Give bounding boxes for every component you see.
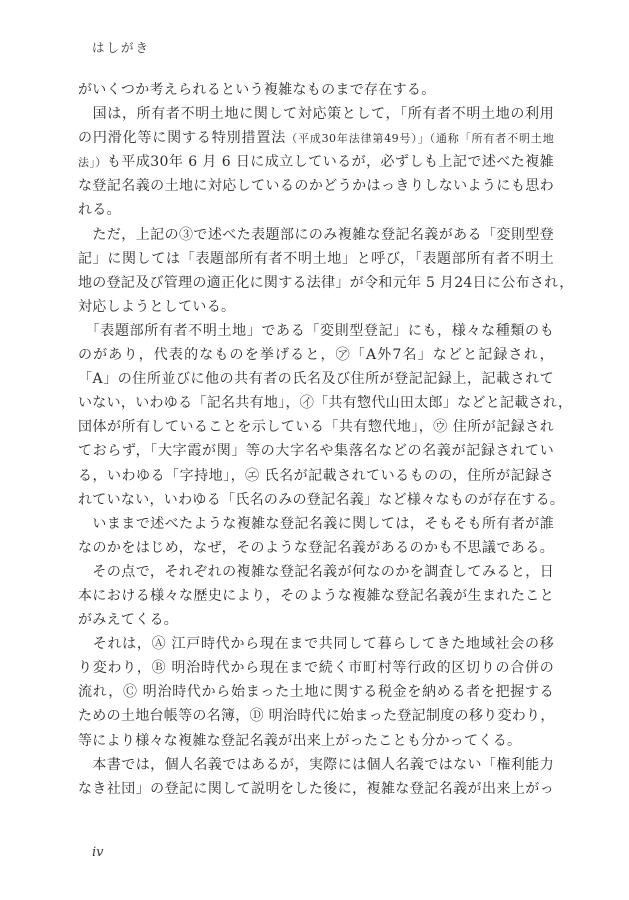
text-line — [78, 271, 574, 295]
text-segment: な登記名義の土地に対応しているのかどうかはっきりしないようにも思わ — [78, 178, 554, 195]
text-segment: 「表題部所有者不明土地」である「変則型登記」にも，様々な種類のも — [78, 322, 554, 339]
text-segment: がみえてくる。 — [78, 612, 179, 629]
text-line — [78, 150, 554, 174]
text-line — [78, 656, 554, 680]
text-line — [78, 78, 554, 102]
text-segment: 記」に関しては「表題部所有者不明土地」と呼び，「表題部所有者不明土 — [78, 250, 554, 267]
text-segment: り変わり，Ⓑ 明治時代から現在まで続く市町村等行政的区切りの合併の — [78, 660, 554, 677]
text-line — [78, 295, 554, 319]
text-line — [78, 680, 554, 704]
text-line — [78, 608, 554, 632]
text-line — [78, 753, 554, 777]
text-segment: 本における様々な歴史により，そのような複雑な登記名義が生まれたこと — [78, 587, 554, 604]
text-segment: 地の登記及び管理の適正化に関する法律」が令和元年 5 月24日に公布され， — [78, 274, 574, 291]
page-number: iv — [92, 845, 104, 860]
text-segment: それは，Ⓐ 江戸時代から現在まで共同して暮らしてきた地域社会の移 — [78, 636, 554, 653]
text-segment: れていない，いわゆる「氏名のみの登記名義」など様々なものが存在する。 — [78, 491, 565, 508]
text-line — [78, 126, 554, 150]
text-line — [78, 343, 554, 367]
text-segment: いままで述べたような複雑な登記名義に関しては，そもそも所有者が誰 — [78, 515, 554, 532]
text-segment: のがあり，代表的なものを挙げると，㋐「A外7名」などと記録され， — [78, 347, 554, 364]
text-segment-small: 法」） — [78, 156, 107, 170]
text-segment: れる。 — [78, 202, 121, 219]
text-segment: も平成30年 6 月 6 日に成立しているが，必ずしも上記で述べた複雑 — [106, 154, 554, 171]
text-segment: いない，いわゆる「記名共有地」，㋑「共有惣代山田太郎」などと記載され， — [78, 395, 573, 412]
text-line — [78, 367, 554, 391]
text-line — [78, 319, 554, 343]
text-segment: 等により様々な複雑な登記名義が出来上がったことも分かってくる。 — [78, 732, 522, 749]
text-segment: 「A」の住所並びに他の共有者の氏名及び住所が登記記録上，記載されて — [78, 371, 554, 388]
text-segment: 国は，所有者不明土地に関して対応策として，「所有者不明土地の利用 — [78, 106, 554, 123]
text-line — [78, 247, 554, 271]
text-segment: ための土地台帳等の名簿，Ⓓ 明治時代に始まった登記制度の移り変わり， — [78, 708, 555, 725]
text-segment: 流れ，Ⓒ 明治時代から始まった土地に関する税金を納める者を把握する — [78, 684, 554, 701]
text-line — [78, 777, 554, 801]
text-segment: がいくつか考えられるという複雑なものまで存在する。 — [78, 82, 436, 98]
text-line — [78, 391, 573, 415]
text-line — [78, 464, 554, 488]
body-text — [78, 78, 574, 801]
text-segment: 対応しようとしている。 — [78, 298, 236, 315]
text-segment: の円滑化等に関する特別措置法 — [78, 130, 287, 147]
text-segment-small: （平成30年法律第49号）」（通称「所有者不明土地 — [286, 132, 554, 146]
running-head: はしがき — [92, 40, 151, 55]
text-line — [78, 415, 554, 439]
text-line — [78, 488, 565, 512]
text-line — [78, 560, 554, 584]
text-segment: る，いわゆる「字持地」，㋓ 氏名が記載されているものの，住所が記録さ — [78, 467, 554, 484]
text-line — [78, 729, 554, 753]
text-line — [78, 584, 554, 608]
text-segment: その点で，それぞれの複雑な登記名義が何なのかを調査してみると，日 — [78, 563, 554, 580]
text-segment: なき社団」の登記に関して説明をした後に，複雑な登記名義が出来上がっ — [78, 780, 554, 797]
text-line — [78, 102, 554, 126]
text-line — [78, 704, 554, 728]
text-segment: 本書では，個人名義ではあるが，実際には個人名義ではない「権利能力 — [78, 756, 554, 773]
text-line — [78, 174, 554, 198]
text-line — [78, 536, 554, 560]
text-line — [78, 223, 554, 247]
text-line — [78, 512, 554, 536]
text-segment: ただ，上記の③で述べた表題部にのみ複雑な登記名義がある「変則型登 — [78, 226, 554, 243]
text-line — [78, 632, 554, 656]
text-segment: なのかをはじめ，なぜ，そのような登記名義があるのかも不思議である。 — [78, 539, 554, 556]
text-segment: 団体が所有していることを示している「共有惣代地」，㋒ 住所が記録され — [78, 419, 554, 436]
text-segment: ておらず，「大字霞が関」等の大字名や集落名などの名義が記録されてい — [78, 443, 554, 460]
text-line — [78, 439, 554, 463]
text-line — [78, 198, 554, 222]
